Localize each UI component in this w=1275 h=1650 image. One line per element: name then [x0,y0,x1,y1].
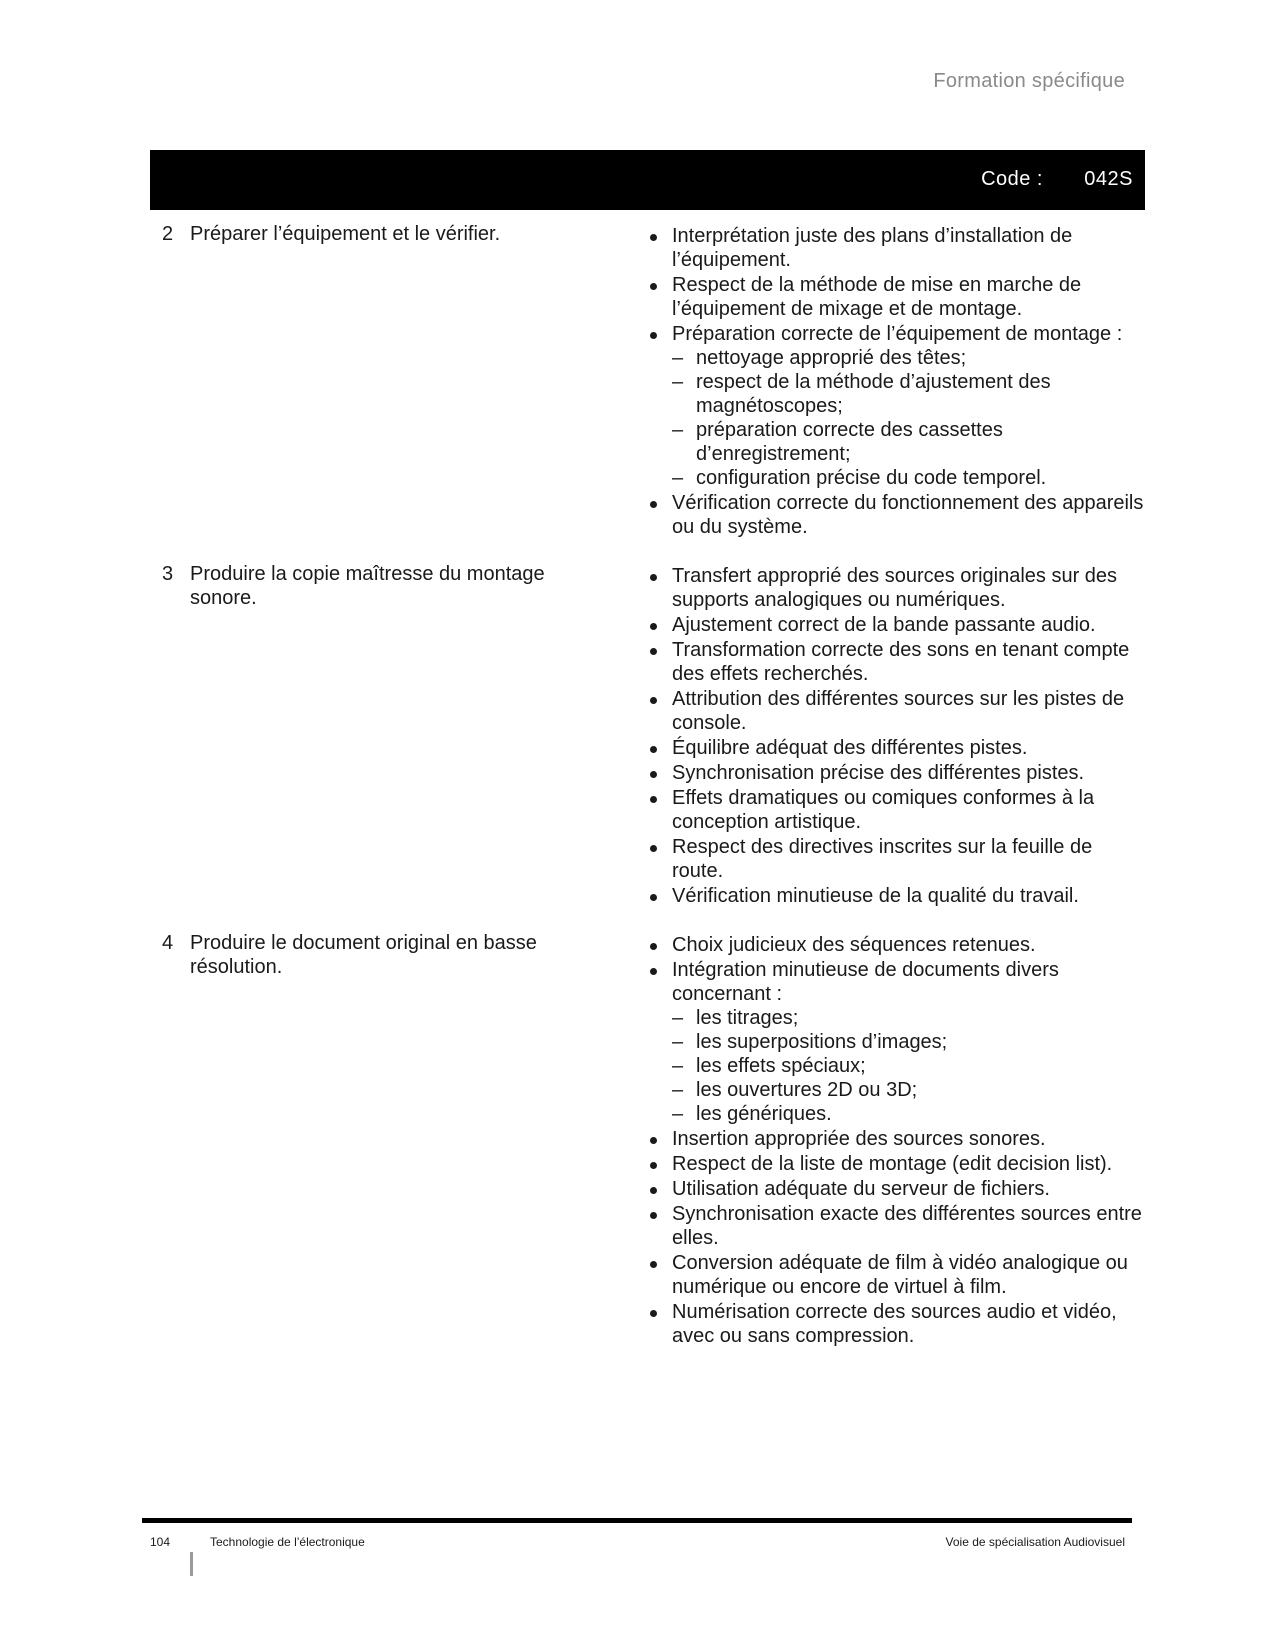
code-bar [150,150,1145,210]
footer-program: Technologie de l’électronique [210,1535,365,1549]
criterion-item [644,933,1145,957]
element-row [150,931,1145,1349]
criterion-item [644,1177,1145,1201]
criterion-item [644,1152,1145,1176]
criterion-item [644,224,1145,272]
criterion-item [644,736,1145,760]
sub-criterion-item: – les titrages; [672,1006,1145,1030]
element-number: 3 [162,563,174,585]
criterion-text: Ajustement correct de la bande passante audio. [672,614,1096,636]
criterion-text: Effets dramatiques ou comiques conformes à la conception artistique. [672,787,1095,833]
criterion-item [644,884,1145,908]
criterion-item [644,835,1145,883]
criterion-text: Attribution des différentes sources sur les pistes de console. [672,688,1125,734]
page-number: 104 [150,1535,171,1549]
criterion-text: Vérification correcte du fonctionnement des appareils ou du système. [672,492,1144,538]
criterion-text: Choix judicieux des séquences retenues. [672,934,1036,956]
element-row [150,222,1145,540]
sub-criterion-item: – préparation correcte des cassettes d’enregistrement; [672,418,1145,466]
criterion-text: Synchronisation exacte des différentes sources entre elles. [672,1203,1142,1249]
sub-criterion-item: – les effets spéciaux; [672,1054,1145,1078]
criterion-text: Intégration minutieuse de documents divers concernant : [672,959,1059,1005]
element-cell [150,562,644,909]
sub-criterion-item: – les ouvertures 2D ou 3D; [672,1078,1145,1102]
criteria-list [644,564,1145,908]
element-text: Produire le document original en basse résolution. [190,932,537,978]
criterion-text: Interprétation juste des plans d’installation de l’équipement. [672,225,1073,271]
sub-criterion-item: – nettoyage approprié des têtes; [672,346,1145,370]
element-row [150,562,1145,909]
criterion-text: Utilisation adéquate du serveur de fichiers. [672,1178,1050,1200]
criterion-text: Respect de la liste de montage (edit decision list). [672,1153,1113,1175]
element-number: 4 [162,932,174,954]
criterion-item [644,1251,1145,1299]
criterion-text: Insertion appropriée des sources sonores. [672,1128,1046,1150]
criterion-text: Respect de la méthode de mise en marche de l’équipement de mixage et de montage. [672,274,1082,320]
footer-rule [142,1518,1132,1523]
criterion-text: Transfert approprié des sources originales sur des supports analogiques ou numériques. [672,565,1118,611]
criterion-item [644,322,1145,490]
criterion-text: Numérisation correcte des sources audio et vidéo, avec ou sans compression. [672,1301,1117,1347]
criterion-item [644,1300,1145,1348]
competency-table [150,222,1145,1371]
criterion-text: Respect des directives inscrites sur la feuille de route. [672,836,1093,882]
margin-mark [190,1552,193,1576]
element-cell [150,931,644,1349]
sub-criteria-list [672,1006,1145,1126]
criterion-item [644,1127,1145,1151]
element-cell [150,222,644,540]
sub-criterion-item: – les superpositions d’images; [672,1030,1145,1054]
sub-criterion-item: – respect de la méthode d’ajustement des magnétoscopes; [672,370,1145,418]
element-text: Produire la copie maîtresse du montage sonore. [190,563,545,609]
criterion-text: Équilibre adéquat des différentes pistes. [672,737,1028,759]
criterion-item [644,564,1145,612]
criterion-text: Transformation correcte des sons en tenant compte des effets recherchés. [672,639,1130,685]
criteria-list [644,224,1145,539]
criterion-item [644,491,1145,539]
code-value: 042S [1084,168,1133,190]
code-label: Code : [981,168,1043,190]
criterion-item [644,958,1145,1126]
criterion-item [644,687,1145,735]
sub-criterion-item: – configuration précise du code temporel. [672,466,1145,490]
footer-specialization: Voie de spécialisation Audiovisuel [945,1535,1125,1549]
criterion-item [644,273,1145,321]
criterion-item [644,1202,1145,1250]
criterion-text: Conversion adéquate de film à vidéo analogique ou numérique ou encore de virtuel à film. [672,1252,1128,1298]
criteria-cell [644,222,1145,540]
element-text: Préparer l’équipement et le vérifier. [190,223,501,245]
criterion-item [644,613,1145,637]
criteria-cell [644,562,1145,909]
criterion-text: Synchronisation précise des différentes pistes. [672,762,1085,784]
criterion-item [644,638,1145,686]
sub-criterion-item: – les génériques. [672,1102,1145,1126]
element-number: 2 [162,223,174,245]
criterion-text: Vérification minutieuse de la qualité du travail. [672,885,1079,907]
criteria-cell [644,931,1145,1349]
criterion-item [644,761,1145,785]
criteria-list [644,933,1145,1348]
sub-criteria-list [672,346,1145,490]
criterion-text: Préparation correcte de l’équipement de montage : [672,323,1123,345]
section-header: Formation spécifique [933,70,1125,92]
criterion-item [644,786,1145,834]
